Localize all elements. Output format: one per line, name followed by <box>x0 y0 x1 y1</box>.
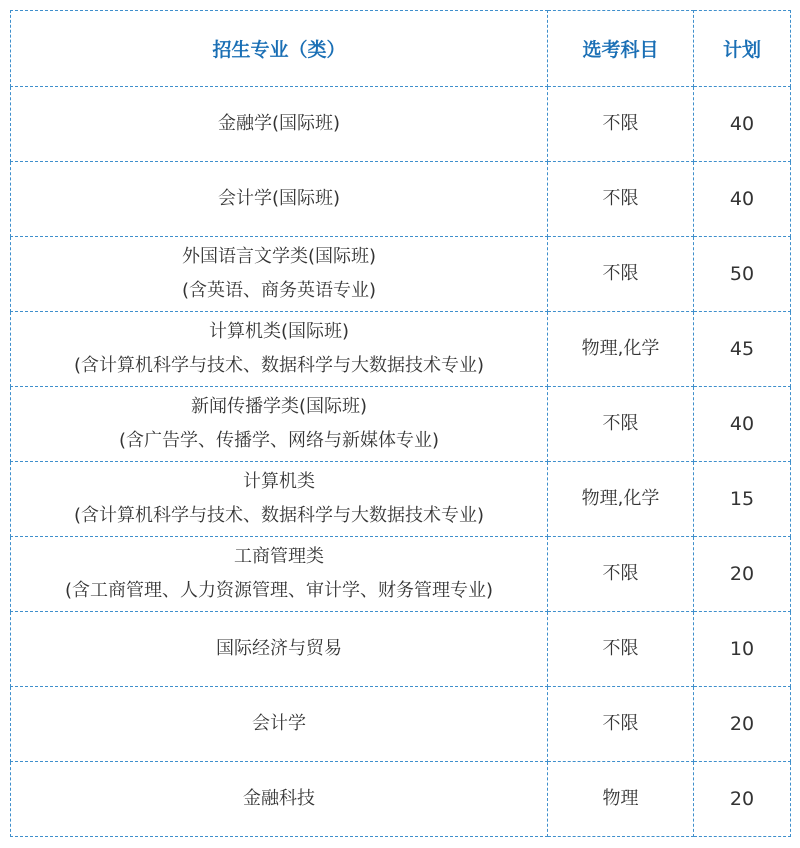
major-name: 金融科技 <box>243 788 315 809</box>
table-row <box>11 612 791 687</box>
cell-plan: 10 <box>694 612 791 687</box>
cell-plan: 40 <box>694 387 791 462</box>
table-row <box>11 687 791 762</box>
cell-subject: 不限 <box>548 87 694 162</box>
major-name: 计算机类 <box>243 471 315 492</box>
header-plan: 计划 <box>694 11 791 87</box>
table-row <box>11 537 791 612</box>
cell-subject: 物理 <box>548 762 694 837</box>
cell-major <box>11 387 548 462</box>
major-name: 新闻传播学类(国际班) <box>190 396 368 417</box>
cell-major <box>11 687 548 762</box>
enrollment-plan-table <box>10 10 791 837</box>
cell-plan: 40 <box>694 87 791 162</box>
cell-plan: 45 <box>694 312 791 387</box>
cell-subject: 不限 <box>548 387 694 462</box>
cell-subject: 不限 <box>548 687 694 762</box>
major-note: (含英语、商务英语专业) <box>181 280 377 301</box>
cell-subject: 不限 <box>548 612 694 687</box>
header-subject: 选考科目 <box>548 11 694 87</box>
table-body <box>11 87 791 837</box>
header-major: 招生专业（类） <box>11 11 548 87</box>
table-row <box>11 162 791 237</box>
cell-subject: 物理,化学 <box>548 462 694 537</box>
table-row <box>11 237 791 312</box>
major-note: (含计算机科学与技术、数据科学与大数据技术专业) <box>73 505 485 526</box>
major-name: 计算机类(国际班) <box>208 321 350 342</box>
cell-major <box>11 237 548 312</box>
cell-major <box>11 537 548 612</box>
cell-plan: 20 <box>694 537 791 612</box>
cell-subject: 不限 <box>548 162 694 237</box>
cell-plan: 20 <box>694 762 791 837</box>
cell-major <box>11 762 548 837</box>
major-name: 会计学 <box>252 713 306 734</box>
cell-subject: 不限 <box>548 237 694 312</box>
cell-subject: 不限 <box>548 537 694 612</box>
enrollment-plan-table-wrapper <box>10 10 790 837</box>
cell-plan: 20 <box>694 687 791 762</box>
table-row <box>11 762 791 837</box>
major-name: 会计学(国际班) <box>217 188 341 209</box>
table-row <box>11 312 791 387</box>
cell-plan: 50 <box>694 237 791 312</box>
major-note: (含工商管理、人力资源管理、审计学、财务管理专业) <box>64 580 494 601</box>
cell-major <box>11 162 548 237</box>
cell-major <box>11 87 548 162</box>
cell-major <box>11 312 548 387</box>
table-row <box>11 462 791 537</box>
cell-plan: 40 <box>694 162 791 237</box>
major-name: 国际经济与贸易 <box>216 638 342 659</box>
table-row <box>11 87 791 162</box>
cell-major <box>11 462 548 537</box>
major-name: 外国语言文学类(国际班) <box>181 246 377 267</box>
table-header-row <box>11 11 791 87</box>
major-name: 金融学(国际班) <box>217 113 341 134</box>
cell-major <box>11 612 548 687</box>
major-note: (含计算机科学与技术、数据科学与大数据技术专业) <box>73 355 485 376</box>
cell-plan: 15 <box>694 462 791 537</box>
major-name: 工商管理类 <box>234 546 324 567</box>
table-row <box>11 387 791 462</box>
cell-subject: 物理,化学 <box>548 312 694 387</box>
major-note: (含广告学、传播学、网络与新媒体专业) <box>118 430 440 451</box>
